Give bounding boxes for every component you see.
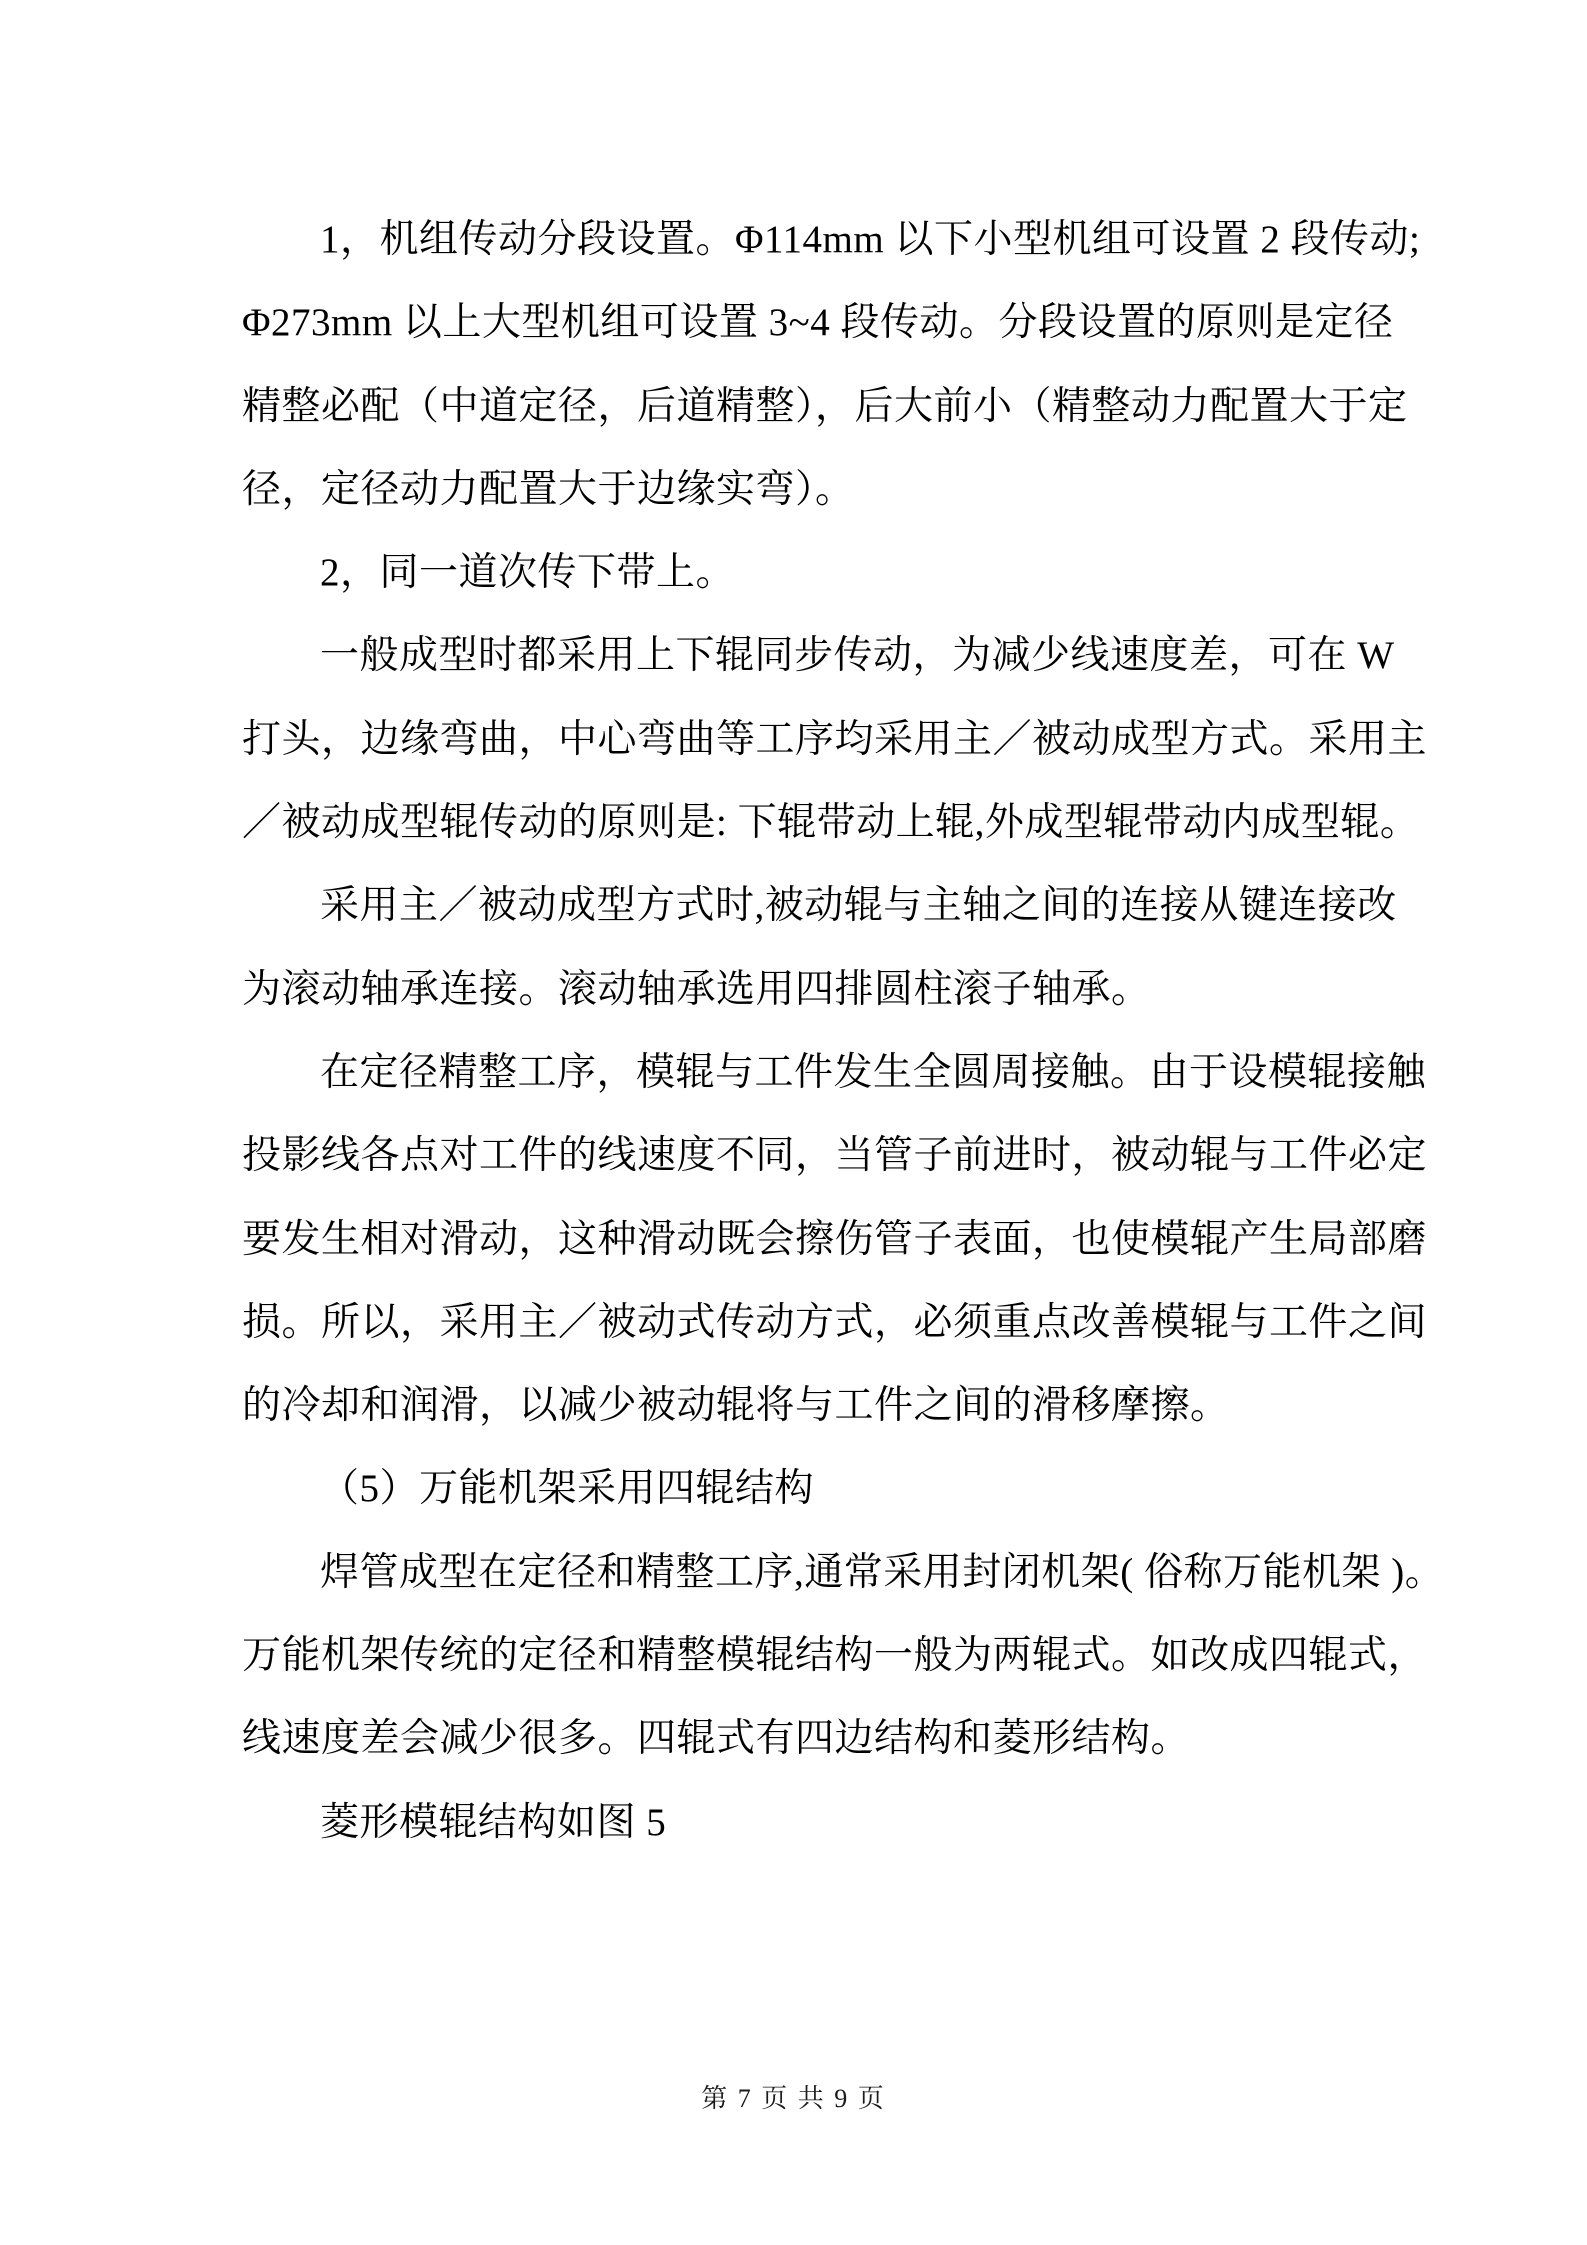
page-footer: 第 7 页 共 9 页 bbox=[701, 2084, 886, 2113]
text-line: 2，同一道次传下带上。 bbox=[320, 551, 736, 595]
text-line: 一般成型时都采用上下辊同步传动，为减少线速度差，可在 W bbox=[320, 634, 1395, 678]
text-line: 焊管成型在定径和精整工序,通常采用封闭机架( 俗称万能机架 )。 bbox=[320, 1550, 1445, 1594]
text-line: ／被动成型辊传动的原则是: 下辊带动上辊,外成型辊带动内成型辊。 bbox=[242, 801, 1420, 845]
text-line: Φ273mm 以上大型机组可设置 3~4 段传动。分段设置的原则是定径 bbox=[242, 301, 1394, 345]
text-line: 精整必配（中道定径，后道精整），后大前小（精整动力配置大于定 bbox=[242, 384, 1408, 428]
text-line: 投影线各点对工件的线速度不同，当管子前进时，被动辊与工件必定 bbox=[242, 1134, 1428, 1178]
text-line: 为滚动轴承连接。滚动轴承选用四排圆柱滚子轴承。 bbox=[242, 967, 1151, 1011]
text-line: （5）万能机架采用四辊结构 bbox=[320, 1467, 815, 1511]
text-line: 在定径精整工序，模辊与工件发生全圆周接触。由于设模辊接触 bbox=[320, 1050, 1427, 1094]
text-line: 的冷却和润滑，以减少被动辊将与工件之间的滑移摩擦。 bbox=[242, 1384, 1230, 1428]
document-body bbox=[242, 198, 1445, 1864]
text-line: 损。所以，采用主／被动式传动方式，必须重点改善模辊与工件之间 bbox=[242, 1300, 1428, 1344]
text-line: 线速度差会减少很多。四辊式有四边结构和菱形结构。 bbox=[242, 1717, 1191, 1761]
text-line: 1，机组传动分段设置。Φ114mm 以下小型机组可设置 2 段传动; bbox=[320, 218, 1421, 261]
text-line: 万能机架传统的定径和精整模辊结构一般为两辊式。如改成四辊式， bbox=[242, 1634, 1428, 1678]
text-line: 打头，边缘弯曲，中心弯曲等工序均采用主／被动成型方式。采用主 bbox=[242, 717, 1428, 761]
text-line: 采用主／被动成型方式时,被动辊与主轴之间的连接从键连接改 bbox=[320, 884, 1397, 928]
text-line: 径，定径动力配置大于边缘实弯）。 bbox=[242, 467, 855, 511]
text-line: 菱形模辊结构如图 5 bbox=[320, 1800, 667, 1844]
text-line: 要发生相对滑动，这种滑动既会擦伤管子表面，也使模辊产生局部磨 bbox=[242, 1217, 1428, 1261]
